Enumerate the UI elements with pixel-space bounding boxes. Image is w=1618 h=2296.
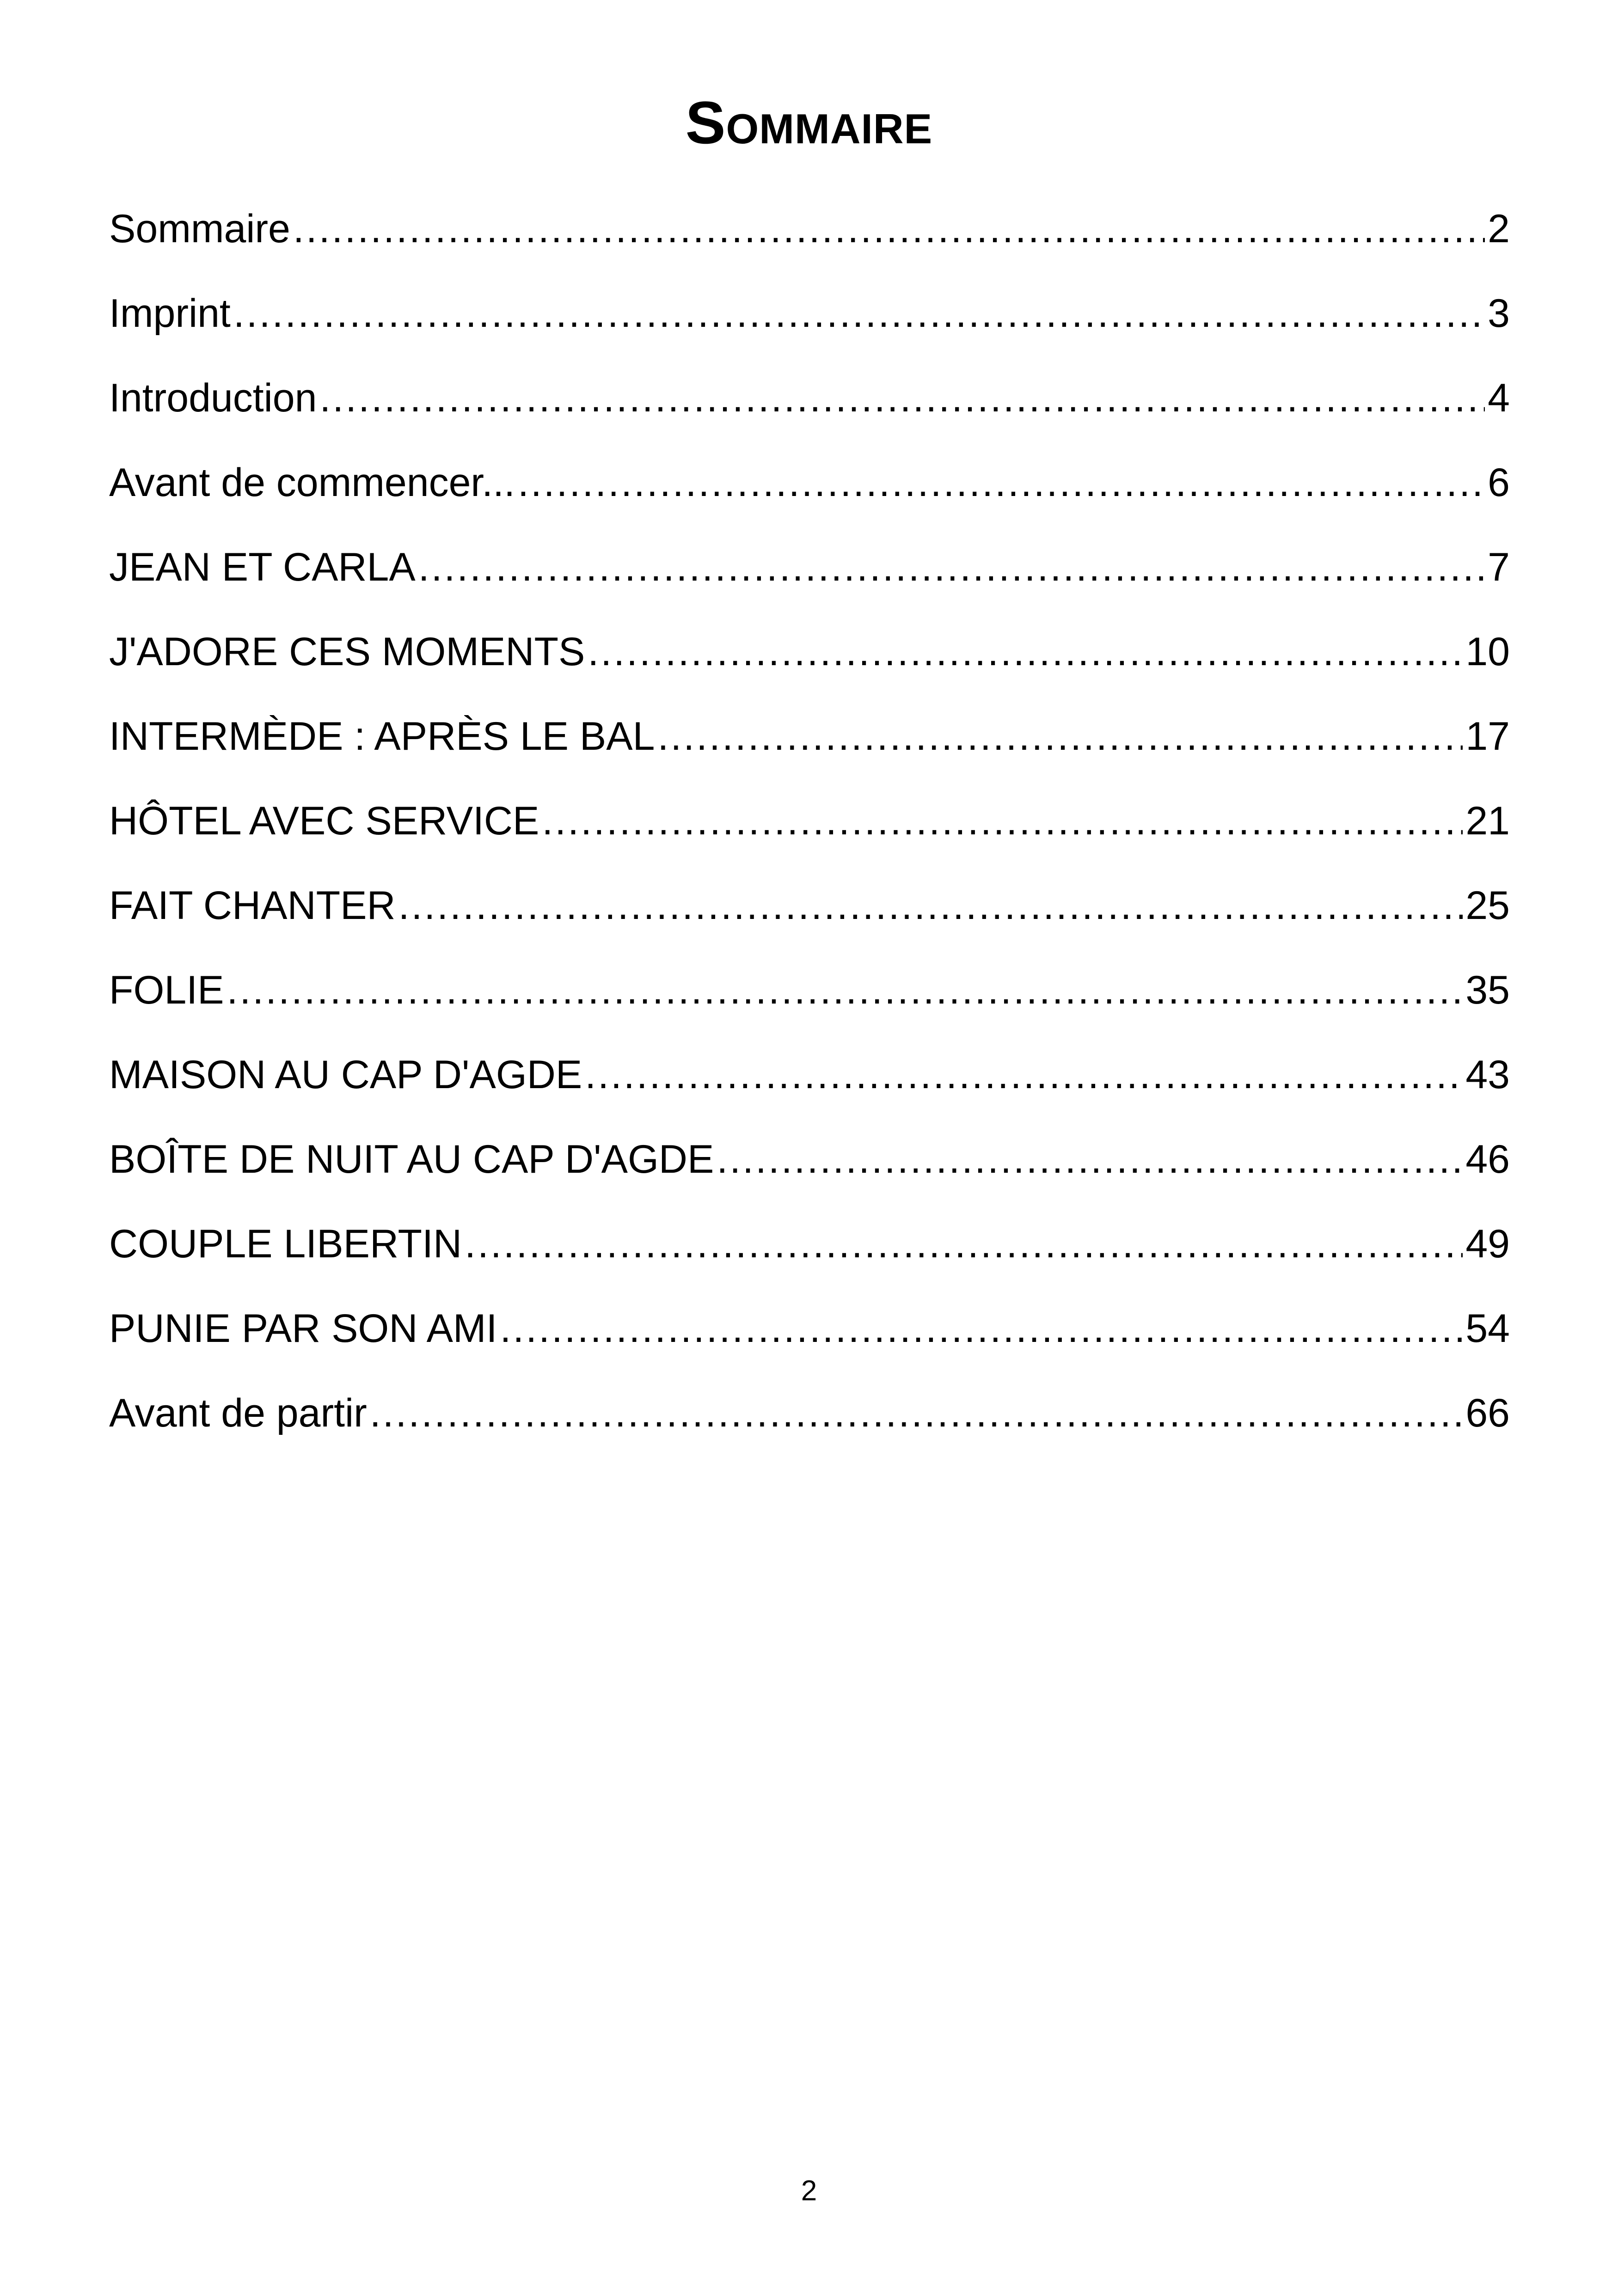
toc-entry-page: 25 bbox=[1465, 883, 1510, 928]
toc-entry-label: INTERMÈDE : APRÈS LE BAL bbox=[109, 714, 655, 759]
toc-dot-leader bbox=[233, 283, 1485, 343]
toc-entry-fait-chanter[interactable] bbox=[109, 876, 1510, 960]
toc-entry-jean-et-carla[interactable] bbox=[109, 537, 1510, 622]
toc-entry-label: FOLIE bbox=[109, 968, 224, 1012]
table-of-contents bbox=[109, 199, 1510, 1468]
toc-entry-page: 3 bbox=[1488, 291, 1510, 336]
toc-entry-page: 43 bbox=[1465, 1053, 1510, 1097]
toc-dot-leader bbox=[717, 1129, 1463, 1189]
toc-entry-label: Avant de commencer... bbox=[109, 460, 515, 505]
toc-entry-label: Imprint bbox=[109, 291, 231, 336]
toc-entry-label: Sommaire bbox=[109, 207, 290, 251]
toc-dot-leader bbox=[293, 199, 1485, 259]
toc-entry-label: Avant de partir bbox=[109, 1391, 367, 1435]
toc-entry-jadore-ces-moments[interactable] bbox=[109, 622, 1510, 706]
toc-entry-label: BOÎTE DE NUIT AU CAP D'AGDE bbox=[109, 1137, 714, 1182]
toc-entry-page: 46 bbox=[1465, 1137, 1510, 1182]
toc-entry-page: 21 bbox=[1465, 799, 1510, 843]
toc-entry-folie[interactable] bbox=[109, 960, 1510, 1045]
toc-dot-leader bbox=[319, 368, 1485, 428]
page-title: Sommaire bbox=[685, 89, 933, 156]
toc-entry-avant-de-partir[interactable] bbox=[109, 1383, 1510, 1468]
toc-entry-label: J'ADORE CES MOMENTS bbox=[109, 630, 585, 674]
toc-entry-couple-libertin[interactable] bbox=[109, 1214, 1510, 1298]
toc-entry-page: 7 bbox=[1488, 545, 1510, 589]
toc-entry-punie-par-son-ami[interactable] bbox=[109, 1298, 1510, 1383]
toc-entry-hotel-avec-service[interactable] bbox=[109, 791, 1510, 876]
toc-entry-boite-de-nuit-au-cap-dagde[interactable] bbox=[109, 1129, 1510, 1214]
toc-entry-label: PUNIE PAR SON AMI bbox=[109, 1306, 497, 1351]
toc-entry-label: MAISON AU CAP D'AGDE bbox=[109, 1053, 582, 1097]
toc-entry-page: 49 bbox=[1465, 1222, 1510, 1266]
toc-entry-page: 6 bbox=[1488, 460, 1510, 505]
toc-entry-imprint[interactable] bbox=[109, 283, 1510, 368]
toc-entry-label: HÔTEL AVEC SERVICE bbox=[109, 799, 539, 843]
toc-dot-leader bbox=[518, 453, 1485, 513]
page-number: 2 bbox=[801, 2175, 817, 2207]
toc-entry-avant-de-commencer[interactable] bbox=[109, 453, 1510, 537]
toc-entry-page: 2 bbox=[1488, 207, 1510, 251]
toc-dot-leader bbox=[465, 1214, 1463, 1274]
toc-dot-leader bbox=[418, 537, 1485, 597]
toc-entry-page: 10 bbox=[1465, 630, 1510, 674]
toc-entry-page: 17 bbox=[1465, 714, 1510, 759]
toc-entry-page: 54 bbox=[1465, 1306, 1510, 1351]
toc-entry-page: 35 bbox=[1465, 968, 1510, 1012]
toc-entry-page: 66 bbox=[1465, 1391, 1510, 1435]
toc-dot-leader bbox=[370, 1383, 1463, 1443]
toc-entry-page: 4 bbox=[1488, 376, 1510, 420]
toc-dot-leader bbox=[398, 876, 1463, 936]
toc-entry-sommaire[interactable] bbox=[109, 199, 1510, 283]
toc-dot-leader bbox=[542, 791, 1463, 851]
toc-entry-maison-au-cap-dagde[interactable] bbox=[109, 1045, 1510, 1129]
toc-entry-label: FAIT CHANTER bbox=[109, 883, 396, 928]
toc-entry-label: Introduction bbox=[109, 376, 317, 420]
toc-dot-leader bbox=[500, 1298, 1463, 1359]
toc-entry-label: COUPLE LIBERTIN bbox=[109, 1222, 462, 1266]
toc-dot-leader bbox=[227, 960, 1463, 1020]
toc-dot-leader bbox=[588, 622, 1463, 682]
toc-dot-leader bbox=[585, 1045, 1463, 1105]
toc-dot-leader bbox=[657, 706, 1463, 766]
toc-entry-intermede-apres-le-bal[interactable] bbox=[109, 706, 1510, 791]
toc-entry-introduction[interactable] bbox=[109, 368, 1510, 453]
toc-entry-label: JEAN ET CARLA bbox=[109, 545, 416, 589]
